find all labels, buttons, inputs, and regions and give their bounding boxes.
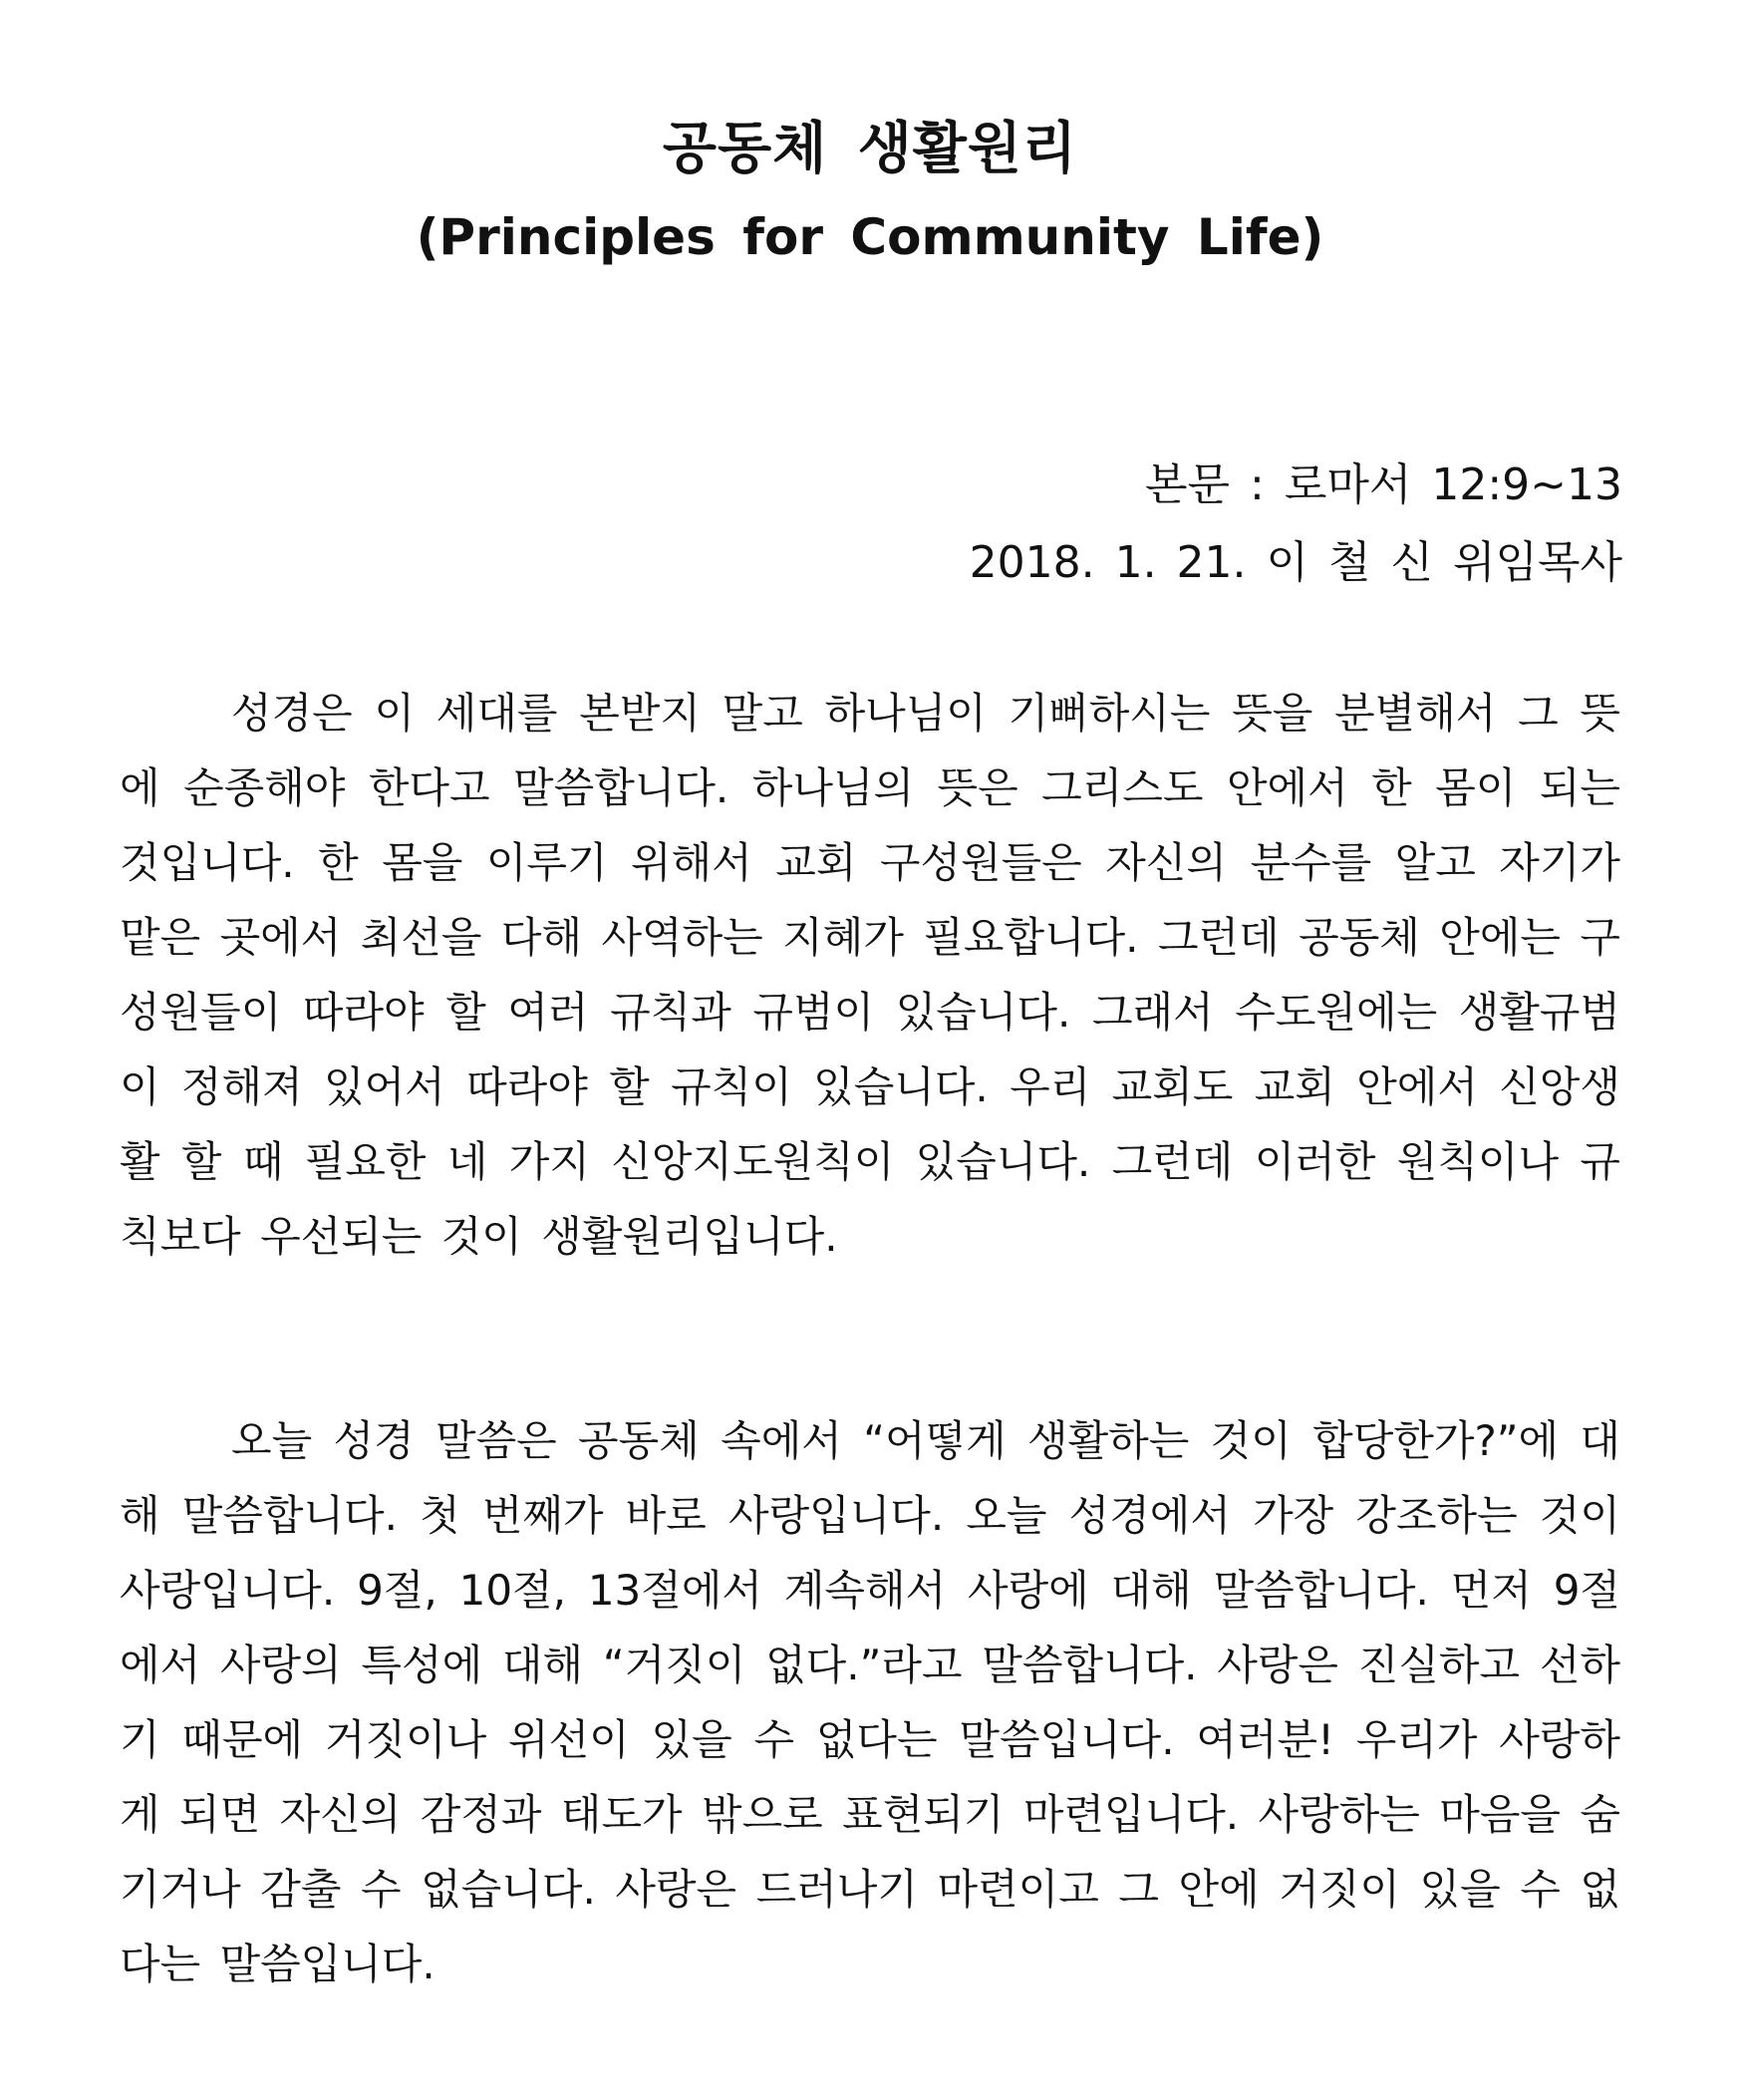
paragraph-text: 오늘 성경 말씀은 공동체 속에서 “어떻게 생활하는 것이 합당한가?”에 대해 말씀합니다. 첫 번째가 바로 사랑입니다. 오늘 성경에서 가장 강조하는 것이 사랑입니다. 9절, 10절, 13절에서 계속해서 사랑에 대해 말씀합니다. 먼저 9절에서 사랑의 특성에 대해 “거짓이 없다.”라고 말씀합니다. 사랑은 진실하고 선하기 때문에 거짓이나 위선이 있을 수 없다는 말씀입니다. 여러분! 우리가 사랑하게 되면 자신의 감정과 태도가 밖으로 표현되기 마련입니다. 사랑하는 마음을 숨기거나 감출 수 없습니다. 사랑은 드러나기 마련이고 그 안에 거짓이 있을 수 없다는 말씀입니다.	[120, 1416, 1620, 1988]
page-subtitle: (Principles for Community Life)	[416, 208, 1324, 266]
body-paragraph	[120, 676, 1620, 1274]
date-and-pastor: 2018. 1. 21. 이 철 신 위임목사	[969, 537, 1622, 588]
title-block	[0, 108, 1740, 275]
body-paragraph	[120, 1403, 1620, 2001]
scripture-reference: 본문 : 로마서 12:9~13	[1145, 459, 1622, 510]
paragraph-text: 성경은 이 세대를 본받지 말고 하나님이 기뻐하시는 뜻을 분별해서 그 뜻에 순종해야 한다고 말씀합니다. 하나님의 뜻은 그리스도 안에서 한 몸이 되는 것입니다. 한 몸을 이루기 위해서 교회 구성원들은 자신의 분수를 알고 자기가 맡은 곳에서 최선을 다해 사역하는 지혜가 필요합니다. 그런데 공동체 안에는 구성원들이 따라야 할 여러 규칙과 규범이 있습니다. 그래서 수도원에는 생활규범이 정해져 있어서 따라야 할 규칙이 있습니다. 우리 교회도 교회 안에서 신앙생활 할 때 필요한 네 가지 신앙지도원칙이 있습니다. 그런데 이러한 원칙이나 규칙보다 우선되는 것이 생활원리입니다.	[120, 689, 1620, 1261]
page-title: 공동체 생활원리	[662, 117, 1078, 181]
sermon-meta	[970, 447, 1622, 602]
